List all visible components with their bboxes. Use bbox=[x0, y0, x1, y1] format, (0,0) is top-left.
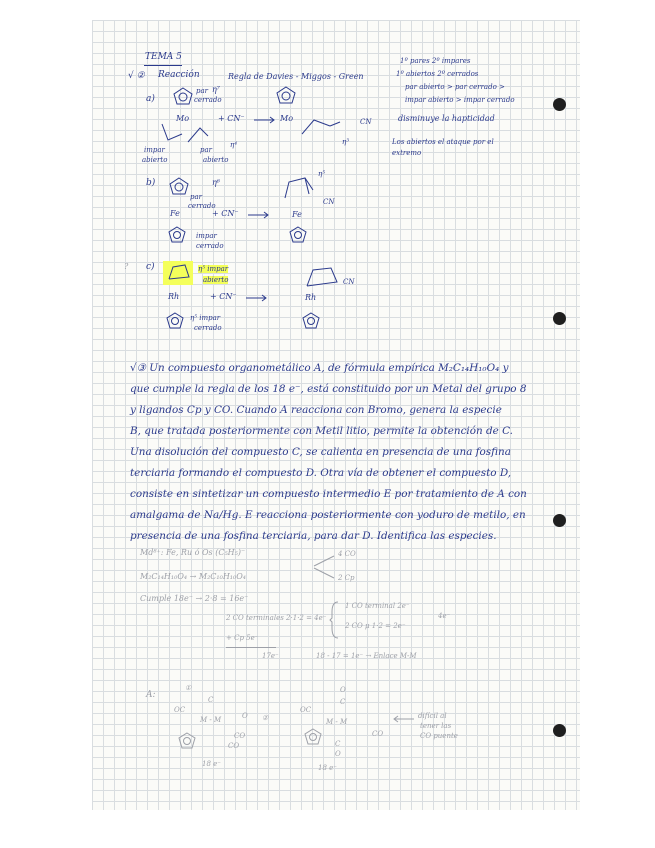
structure-o: O bbox=[242, 712, 248, 720]
metal-label: Rh bbox=[168, 292, 180, 301]
impar-cerrado-label: cerrado bbox=[194, 324, 222, 332]
side-note: difícil al bbox=[418, 712, 447, 720]
brace bbox=[330, 600, 340, 640]
branch-arrows bbox=[312, 552, 338, 582]
q2-marker: √ ② bbox=[128, 71, 145, 81]
structure-oc: OC bbox=[300, 706, 312, 714]
q3-problem-text bbox=[130, 358, 540, 547]
circle-2: ② bbox=[262, 714, 269, 722]
work-branch: 2 Cp bbox=[338, 574, 355, 582]
reaction-a-label: a) bbox=[146, 94, 155, 104]
eta-label: η⁵ bbox=[318, 170, 325, 178]
product-ring-icon bbox=[276, 86, 296, 106]
question-mark: ? bbox=[124, 262, 129, 271]
electron-count: 18 e⁻ bbox=[202, 760, 221, 768]
side-note: disminuye la hapticidad bbox=[398, 114, 495, 123]
work-line: 1 CO terminal 2e⁻ bbox=[345, 602, 410, 610]
par-cerrado-label: cerrado bbox=[194, 96, 222, 104]
q3-line: amalgama de Na/Hg. E reacciona posteriormente con yoduro de metilo, en bbox=[130, 509, 526, 521]
impar-cerrado-label: cerrado bbox=[196, 242, 224, 250]
q2-regla: Regla de Davies - Miggos - Green bbox=[228, 72, 364, 81]
product-ring-icon bbox=[302, 312, 320, 330]
eta-label: η⁴ bbox=[230, 141, 237, 149]
q2-note: par abierto > par cerrado > bbox=[405, 83, 505, 91]
product-fragment-icon bbox=[283, 176, 323, 204]
side-note: CO puente bbox=[420, 732, 458, 740]
work-line: 4e⁻ bbox=[438, 612, 451, 620]
product-metal-label: Rh bbox=[305, 293, 317, 302]
product-ring-icon bbox=[289, 226, 307, 244]
product-fragment-icon bbox=[305, 264, 341, 290]
side-note: tener las bbox=[420, 722, 452, 730]
cn-reagent: + CN⁻ bbox=[212, 209, 239, 218]
reaction-arrow bbox=[246, 295, 268, 301]
par-abierto-label: abierto bbox=[203, 156, 229, 164]
impar-abierto-label: abierto bbox=[142, 156, 168, 164]
cn-reagent: + CN⁻ bbox=[210, 292, 237, 301]
ligand-fragment-icon bbox=[160, 122, 210, 148]
work-line: 18 - 17 = 1e⁻ → Enlace M-M bbox=[316, 652, 417, 660]
work-branch: 4 CO bbox=[338, 550, 356, 558]
q3-line: B, que tratada posteriormente con Metil litio, permite la obtención de C. bbox=[130, 425, 513, 437]
par-cerrado-label: cerrado bbox=[188, 202, 216, 210]
product-cn: CN bbox=[343, 278, 355, 286]
structure-c: C bbox=[340, 698, 346, 706]
work-line: 2 CO terminales 2·1·2 = 4e⁻ bbox=[226, 614, 327, 622]
reaction-arrow bbox=[248, 212, 270, 218]
work-line: Md⁸⁺: Fe, Ru ó Os (C₅H₅)⁻ bbox=[140, 548, 246, 557]
q3-line: √③ Un compuesto organometálico A, de fórmula empírica M₂C₁₄H₁₀O₄ y bbox=[130, 362, 509, 374]
reaction-arrow bbox=[254, 117, 276, 123]
work-line: 2 CO μ 1·2 = 2e⁻ bbox=[345, 622, 406, 630]
cp-ring-icon bbox=[304, 728, 322, 746]
product-metal-label: Fe bbox=[292, 210, 302, 219]
metal-label: Fe bbox=[170, 209, 180, 218]
structure-mm: M - M bbox=[326, 718, 348, 726]
reaction-c-label: c) bbox=[146, 262, 155, 272]
par-abierto-label: par bbox=[200, 146, 213, 154]
binder-hole bbox=[553, 312, 566, 325]
q3-line: Una disolución del compuesto C, se calienta en presencia de una fosfina bbox=[130, 446, 511, 458]
structure-o: O bbox=[335, 750, 341, 758]
product-cn: CN bbox=[323, 198, 335, 206]
pointer-arrow bbox=[392, 716, 416, 722]
highlighted-note: abierto bbox=[203, 276, 229, 284]
highlighted-note: η⁵ impar bbox=[198, 265, 229, 273]
impar-cerrado-label: η⁵ impar bbox=[190, 314, 221, 322]
eta-label: η⁶ bbox=[212, 178, 220, 187]
q3-line: y ligandos Cp y CO. Cuando A reacciona con Bromo, genera la especie bbox=[130, 404, 502, 416]
work-line: + Cp 5e⁻ bbox=[226, 634, 259, 642]
circle-1: ① bbox=[185, 684, 192, 692]
structure-oc: OC bbox=[174, 706, 186, 714]
q3-line: que cumple la regla de los 18 e⁻, está constituido por un Metal del grupo 8 bbox=[130, 383, 527, 395]
sum-rule bbox=[226, 647, 276, 648]
electron-count: 18 e⁻ bbox=[318, 764, 337, 772]
structure-c: C bbox=[208, 696, 214, 704]
work-line: Cumple 18e⁻ → 2·8 = 16e⁻ bbox=[140, 594, 249, 603]
q3-line: presencia de una fosfina terciaria, para dar D. Identifica las especies. bbox=[130, 530, 497, 542]
product-metal-label: Mo bbox=[280, 114, 294, 123]
q3-line: terciaria formando el compuesto D. Otra vía de obtener el compuesto D, bbox=[130, 467, 512, 479]
impar-cerrado-label: impar bbox=[196, 232, 217, 240]
structure-co: CO bbox=[372, 730, 384, 738]
eta-label: η⁷ bbox=[212, 85, 220, 94]
structure-co: CO bbox=[234, 732, 246, 740]
label-a: A: bbox=[146, 690, 156, 700]
structure-o: O bbox=[340, 686, 346, 694]
reaction-b-label: b) bbox=[146, 178, 156, 188]
q2-note: 1º pares 2º impares bbox=[400, 57, 471, 65]
product-cn: CN bbox=[360, 118, 372, 126]
q2-note: 1º abiertos 2º cerrados bbox=[396, 70, 479, 78]
ligand-ring-icon bbox=[169, 177, 189, 197]
ligand-ring-icon bbox=[168, 226, 186, 244]
side-note: Los abiertos el ataque por el bbox=[392, 138, 494, 146]
work-line: M₂C₁₄H₁₀O₄ → M₂C₁₀H₁₀O₄ bbox=[140, 572, 246, 581]
q2-note: impar abierto > impar cerrado bbox=[405, 96, 515, 104]
title-underline bbox=[144, 65, 182, 66]
side-note: extremo bbox=[392, 149, 422, 157]
q2-reaccion: Reacción bbox=[158, 70, 200, 80]
ligand-ring-icon bbox=[166, 312, 184, 330]
impar-abierto-label: impar bbox=[144, 146, 165, 154]
tema-title: TEMA 5 bbox=[145, 52, 182, 62]
ligand-ring-icon bbox=[173, 87, 193, 107]
cn-reagent: + CN⁻ bbox=[218, 114, 245, 123]
structure-c: C bbox=[335, 740, 341, 748]
metal-label: Mo bbox=[176, 114, 190, 123]
structure-mm: M - M bbox=[200, 716, 222, 724]
highlighted-ligand-icon bbox=[163, 261, 193, 285]
work-line: 17e⁻ bbox=[262, 652, 279, 660]
q3-line: consiste en sintetizar un compuesto intermedio E por tratamiento de A con bbox=[130, 488, 527, 500]
eta-label: η³ bbox=[342, 138, 349, 146]
par-cerrado-label: par bbox=[196, 87, 209, 95]
binder-hole bbox=[553, 514, 566, 527]
structure-co: CO bbox=[228, 742, 240, 750]
binder-hole bbox=[553, 98, 566, 111]
binder-hole bbox=[553, 724, 566, 737]
cp-ring-icon bbox=[178, 732, 196, 750]
par-cerrado-label: par bbox=[190, 193, 203, 201]
